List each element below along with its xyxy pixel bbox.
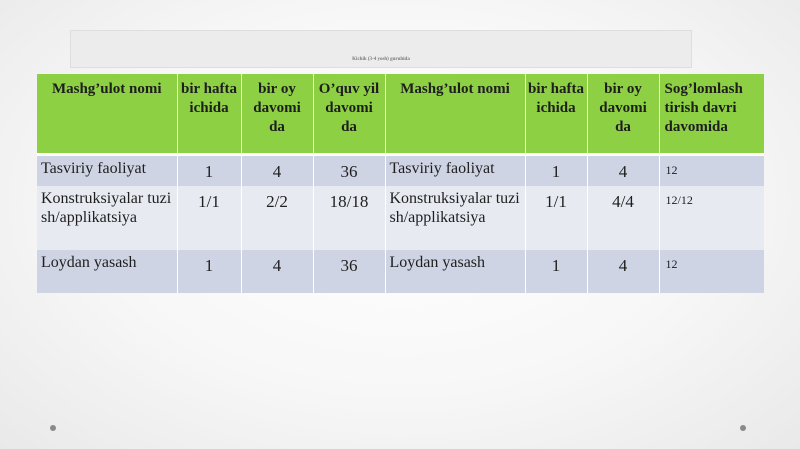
table-cell: 12 (659, 154, 764, 186)
table-cell: Loydan yasash (385, 250, 525, 293)
table-cell: Tasviriy faoliyat (37, 154, 177, 186)
table-cell: Tasviriy faoliyat (385, 154, 525, 186)
table-cell: Konstruksiyalar tuzish/applikatsiya (37, 186, 177, 250)
table-cell: 4 (587, 154, 659, 186)
table-cell: 4 (241, 250, 313, 293)
table-row (37, 154, 764, 186)
table-cell: 1 (177, 250, 241, 293)
table-cell: 4 (241, 154, 313, 186)
table-cell: 2/2 (241, 186, 313, 250)
title-banner (70, 30, 692, 68)
header-cell: O’quv yil davomi da (313, 74, 385, 154)
header-cell: bir hafta ichida (525, 74, 587, 154)
header-cell: bir hafta ichida (177, 74, 241, 154)
slide-bullet-dot-left (50, 425, 56, 431)
table-cell: Konstruksiyalar tuzish/applikatsiya (385, 186, 525, 250)
header-cell: Sog’lomlash tirish davri davomida (659, 74, 764, 154)
table-row (37, 186, 764, 250)
table-cell: 1 (525, 250, 587, 293)
table-cell: 1/1 (525, 186, 587, 250)
table-cell: Loydan yasash (37, 250, 177, 293)
table-cell: 4/4 (587, 186, 659, 250)
table-cell: 1 (177, 154, 241, 186)
table-cell: 12 (659, 250, 764, 293)
table-row (37, 250, 764, 293)
table-header-row (37, 74, 764, 154)
table-cell: 36 (313, 250, 385, 293)
table-cell: 1/1 (177, 186, 241, 250)
slide-bullet-dot-right (740, 425, 746, 431)
table-cell: 18/18 (313, 186, 385, 250)
header-cell: Mashg’ulot nomi (385, 74, 525, 154)
table-cell: 4 (587, 250, 659, 293)
table-cell: 1 (525, 154, 587, 186)
header-cell: bir oy davomi da (241, 74, 313, 154)
header-cell: bir oy davomi da (587, 74, 659, 154)
schedule-table (37, 74, 764, 293)
header-cell: Mashg’ulot nomi (37, 74, 177, 154)
table-cell: 36 (313, 154, 385, 186)
slide-title: Kichik (3-4 yosh) guruhida (352, 57, 410, 62)
table-cell: 12/12 (659, 186, 764, 250)
